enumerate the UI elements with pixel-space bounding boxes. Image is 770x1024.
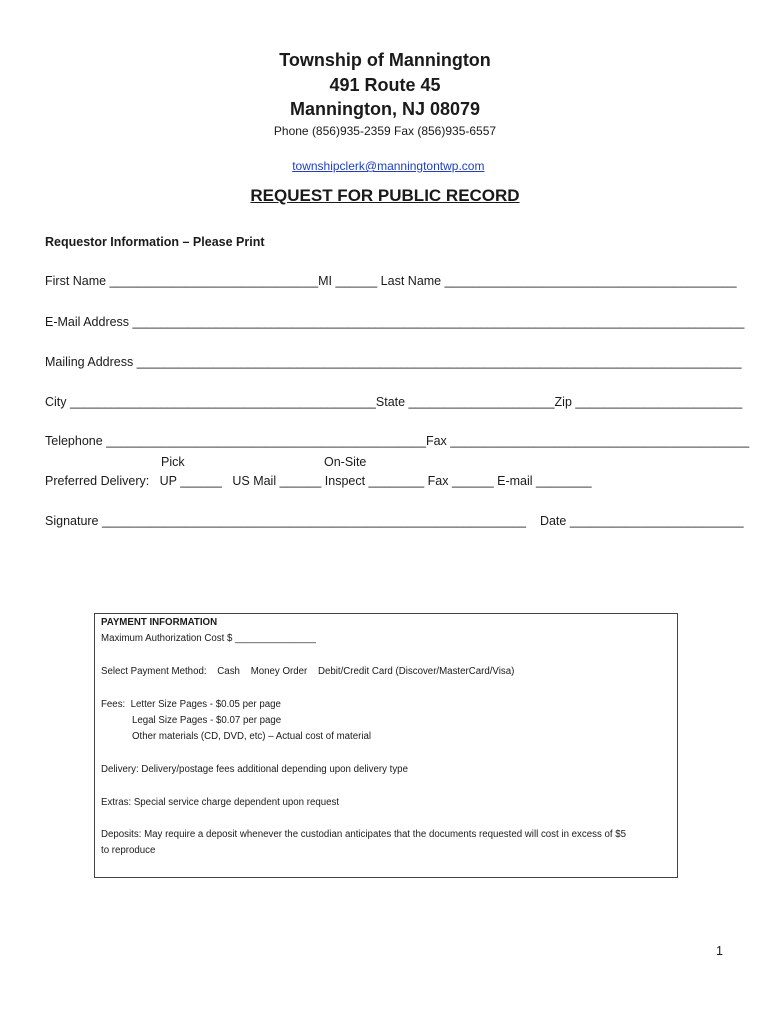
- mailing-address-field-line[interactable]: Mailing Address _______________________________________________________________________________________: [45, 355, 742, 369]
- onsite-label: On-Site: [324, 455, 367, 469]
- township-name: Township of Mannington: [279, 50, 491, 70]
- max-authorization-cost[interactable]: Maximum Authorization Cost $ _______________: [101, 633, 316, 644]
- signature-date-line[interactable]: Signature _____________________________________________________________ Date _________________________: [45, 514, 744, 528]
- name-field-line[interactable]: First Name ______________________________MI ______ Last Name __________________________________________: [45, 274, 737, 288]
- pick-label: Pick: [161, 455, 185, 469]
- city-address: Mannington, NJ 08079: [289, 99, 481, 119]
- fees-other: Other materials (CD, DVD, etc) – Actual cost of material: [132, 731, 372, 742]
- clerk-email-link[interactable]: townshipclerk@manningtontwp.com: [292, 159, 485, 173]
- preferred-delivery-line[interactable]: Preferred Delivery: UP ______ US Mail ______ Inspect ________ Fax ______ E-mail ________: [45, 474, 592, 488]
- delivery-info: Delivery: Delivery/postage fees additional depending upon delivery type: [101, 764, 408, 775]
- fees-letter: Fees: Letter Size Pages - $0.05 per page: [101, 699, 281, 710]
- form-title: REQUEST FOR PUBLIC RECORD: [250, 186, 520, 205]
- city-state-zip-field-line[interactable]: City ____________________________________________State _____________________Zip ________________________: [45, 395, 743, 409]
- deposits-info-cont: to reproduce: [101, 845, 156, 856]
- street-address: 491 Route 45: [329, 75, 441, 95]
- phone-fax: Phone (856)935-2359 Fax (856)935-6557: [273, 124, 497, 138]
- payment-method: Select Payment Method: Cash Money Order Debit/Credit Card (Discover/MasterCard/Visa): [101, 666, 515, 677]
- page-number: 1: [716, 944, 723, 958]
- deposits-info: Deposits: May require a deposit whenever the custodian anticipates that the documents requested will cost in excess of $5: [101, 829, 627, 840]
- payment-heading: PAYMENT INFORMATION: [101, 617, 218, 628]
- fees-legal: Legal Size Pages - $0.07 per page: [132, 715, 282, 726]
- requestor-section-label: Requestor Information – Please Print: [45, 235, 265, 249]
- telephone-fax-field-line[interactable]: Telephone ______________________________________________Fax ___________________________________________: [45, 434, 750, 448]
- extras-info: Extras: Special service charge dependent upon request: [101, 797, 340, 808]
- payment-information-box: [94, 613, 678, 878]
- email-field-line[interactable]: E-Mail Address ________________________________________________________________________________________: [45, 315, 745, 329]
